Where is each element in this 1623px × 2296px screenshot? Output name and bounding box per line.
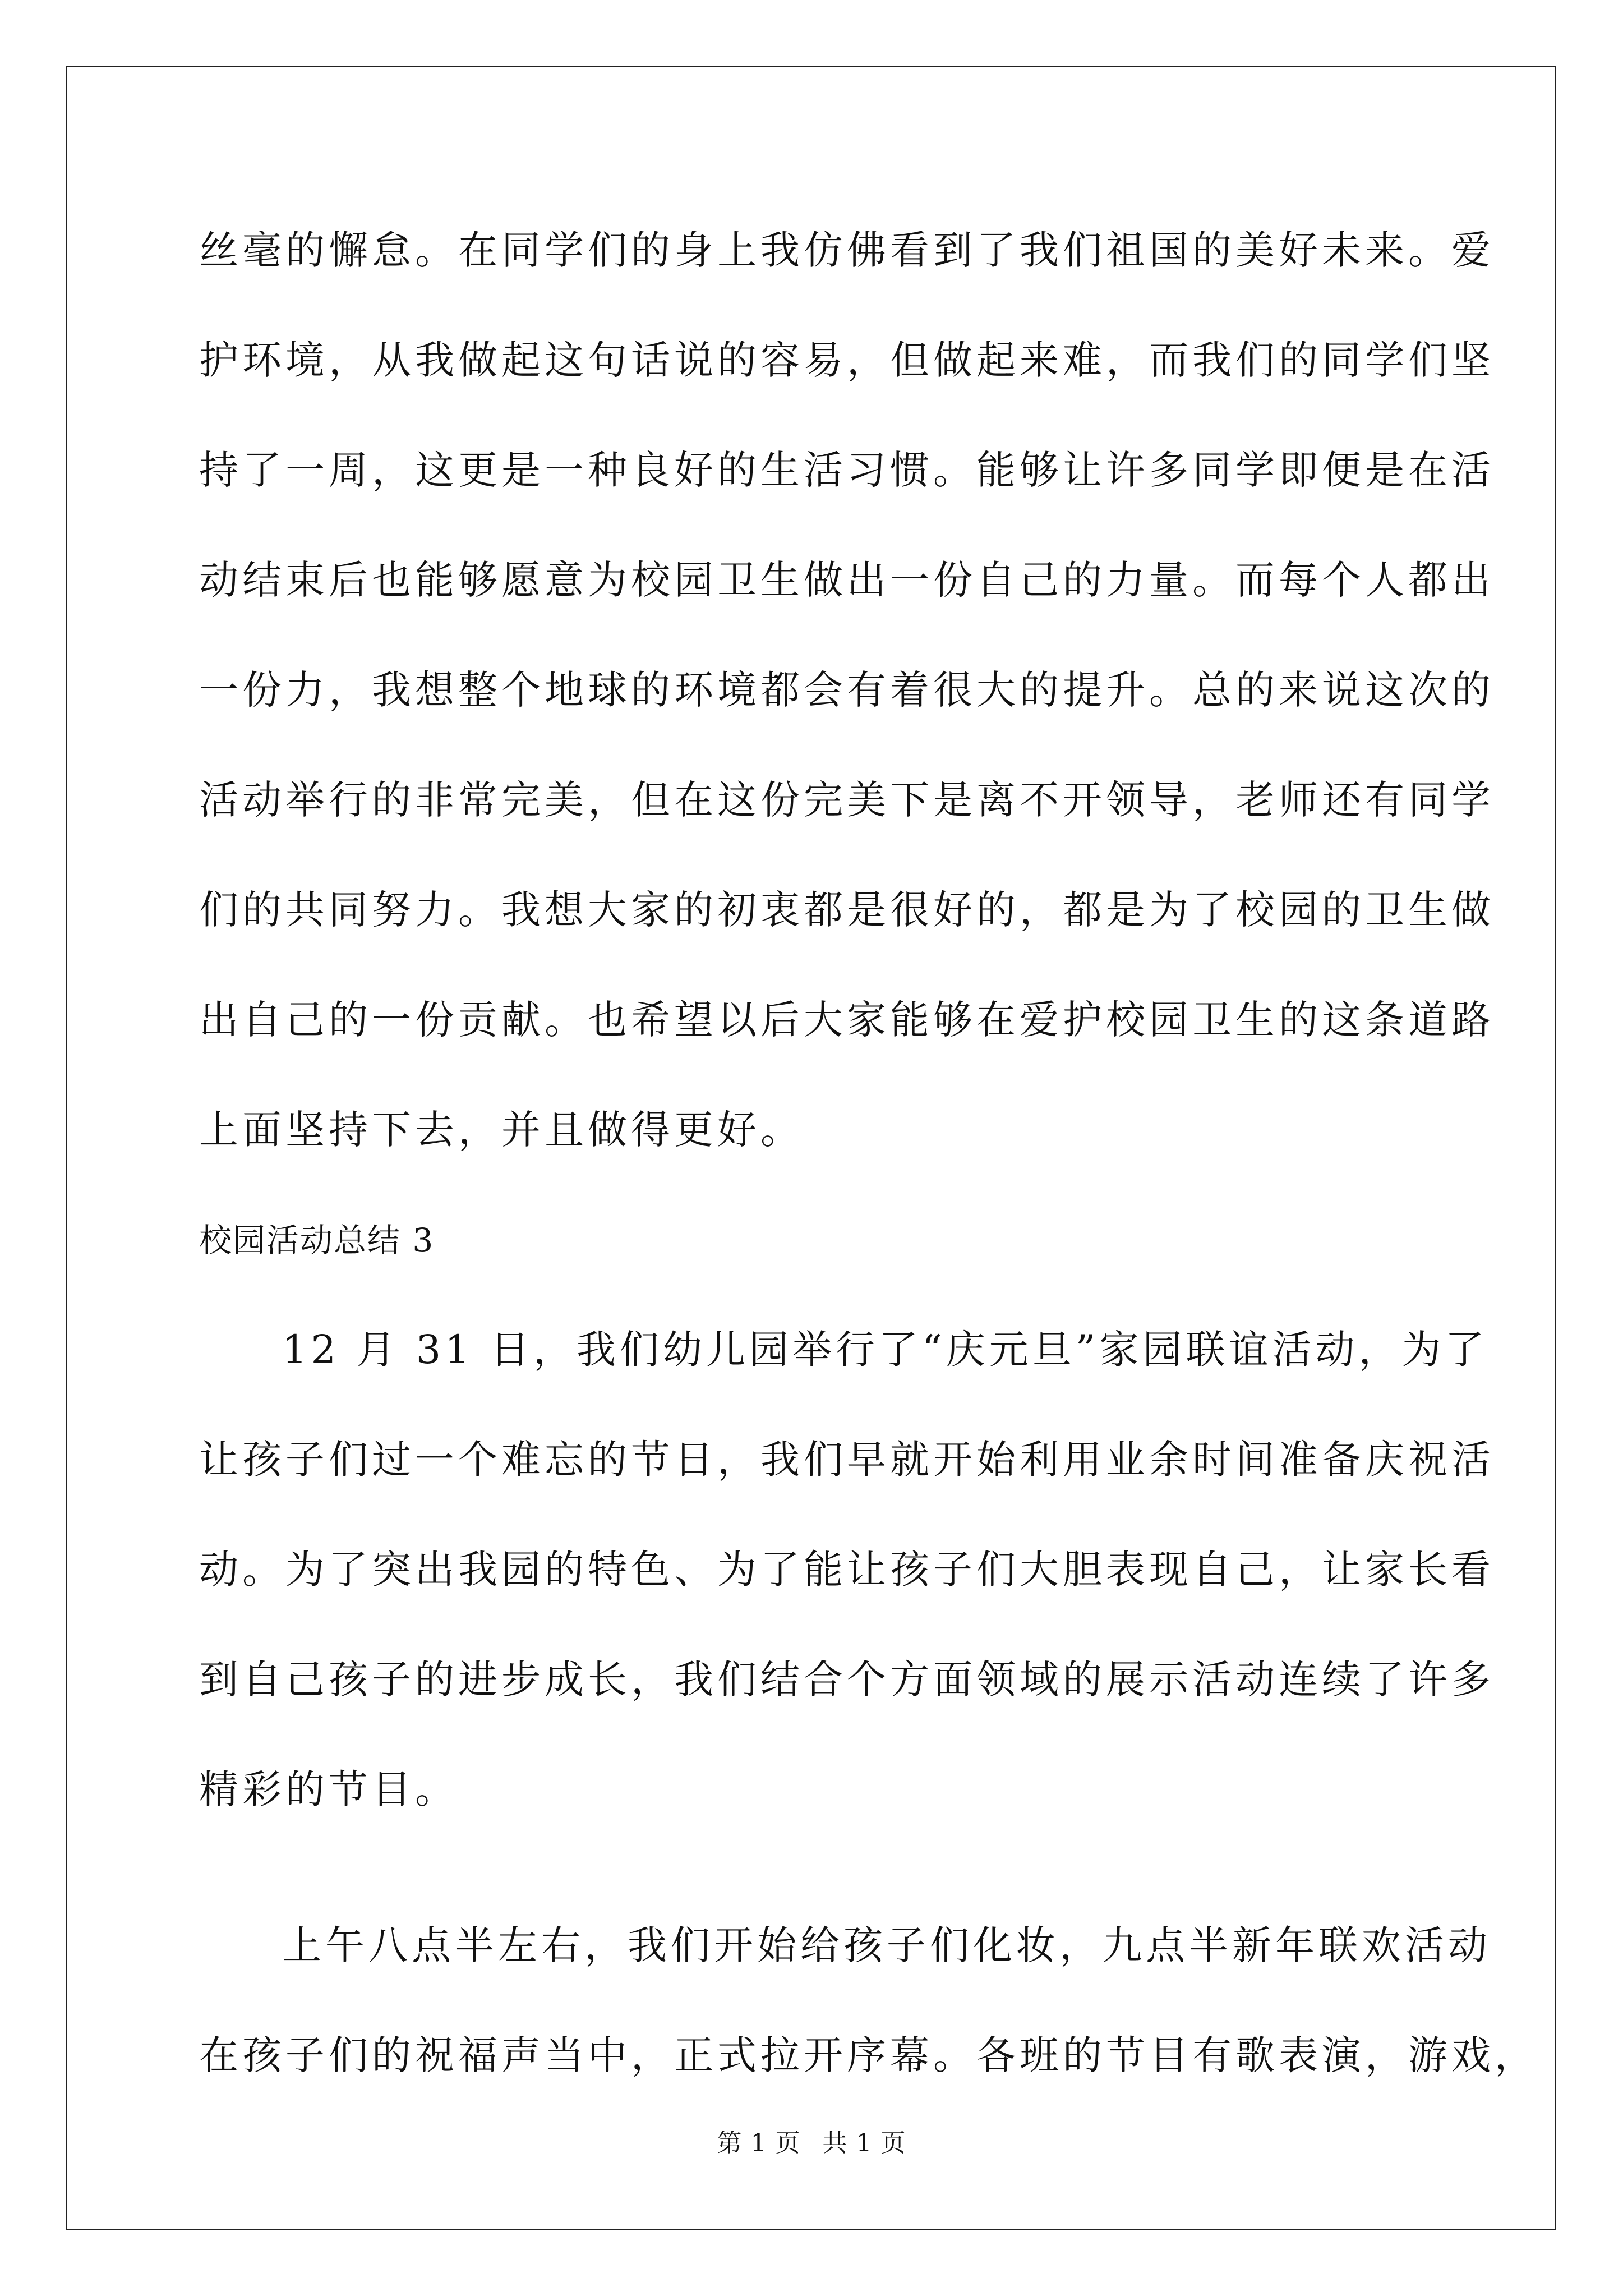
text-line: 上午八点半左右，我们开始给孩子们化妆，九点半新年联欢活动 — [282, 1922, 1491, 1968]
text-line: 12 月 31 日，我们幼儿园举行了“庆元旦”家园联谊活动，为了 — [282, 1327, 1488, 1373]
page-total: 共 1 页 — [822, 2129, 906, 2157]
text-line: 持了一周，这更是一种良好的生活习惯。能够让许多同学即便是在活 — [199, 447, 1495, 493]
text-line: 护环境，从我做起这句话说的容易，但做起来难，而我们的同学们坚 — [199, 337, 1495, 383]
text-line: 精彩的节目。 — [199, 1766, 458, 1812]
text-line: 们的共同努力。我想大家的初衷都是很好的，都是为了校园的卫生做 — [199, 887, 1495, 933]
paragraph-spacing — [199, 1858, 1431, 1904]
paragraph-new-year-event — [199, 1308, 1495, 1858]
text-line: 动结束后也能够愿意为校园卫生做出一份自己的力量。而每个人都出 — [199, 557, 1495, 603]
section-heading: 校园活动总结 3 — [199, 1221, 435, 1259]
text-line: 活动举行的非常完美，但在这份完美下是离不开领导，老师还有同学 — [199, 777, 1495, 823]
text-line: 动。为了突出我园的特色、为了能让孩子们大胆表现自己，让家长看 — [199, 1547, 1495, 1593]
text-line: 到自己孩子的进步成长，我们结合个方面领域的展示活动连续了许多 — [199, 1657, 1495, 1703]
page-number: 第 1 页 — [717, 2129, 801, 2157]
text-line: 上面坚持下去，并且做得更好。 — [199, 1107, 804, 1153]
continued-paragraph — [199, 209, 1495, 1198]
document-body — [199, 209, 1538, 2124]
text-line: 让孩子们过一个难忘的节日，我们早就开始利用业余时间准备庆祝活 — [199, 1437, 1495, 1483]
page-footer — [0, 2123, 1623, 2159]
paragraph-morning-program — [199, 1904, 1538, 2124]
text-line: 在孩子们的祝福声当中，正式拉开序幕。各班的节目有歌表演，游戏， — [199, 2032, 1538, 2078]
text-line: 丝毫的懈怠。在同学们的身上我仿佛看到了我们祖国的美好未来。爱 — [199, 227, 1495, 273]
text-line: 出自己的一份贡献。也希望以后大家能够在爱护校园卫生的这条道路 — [199, 997, 1495, 1043]
text-line: 一份力，我想整个地球的环境都会有着很大的提升。总的来说这次的 — [199, 667, 1495, 713]
